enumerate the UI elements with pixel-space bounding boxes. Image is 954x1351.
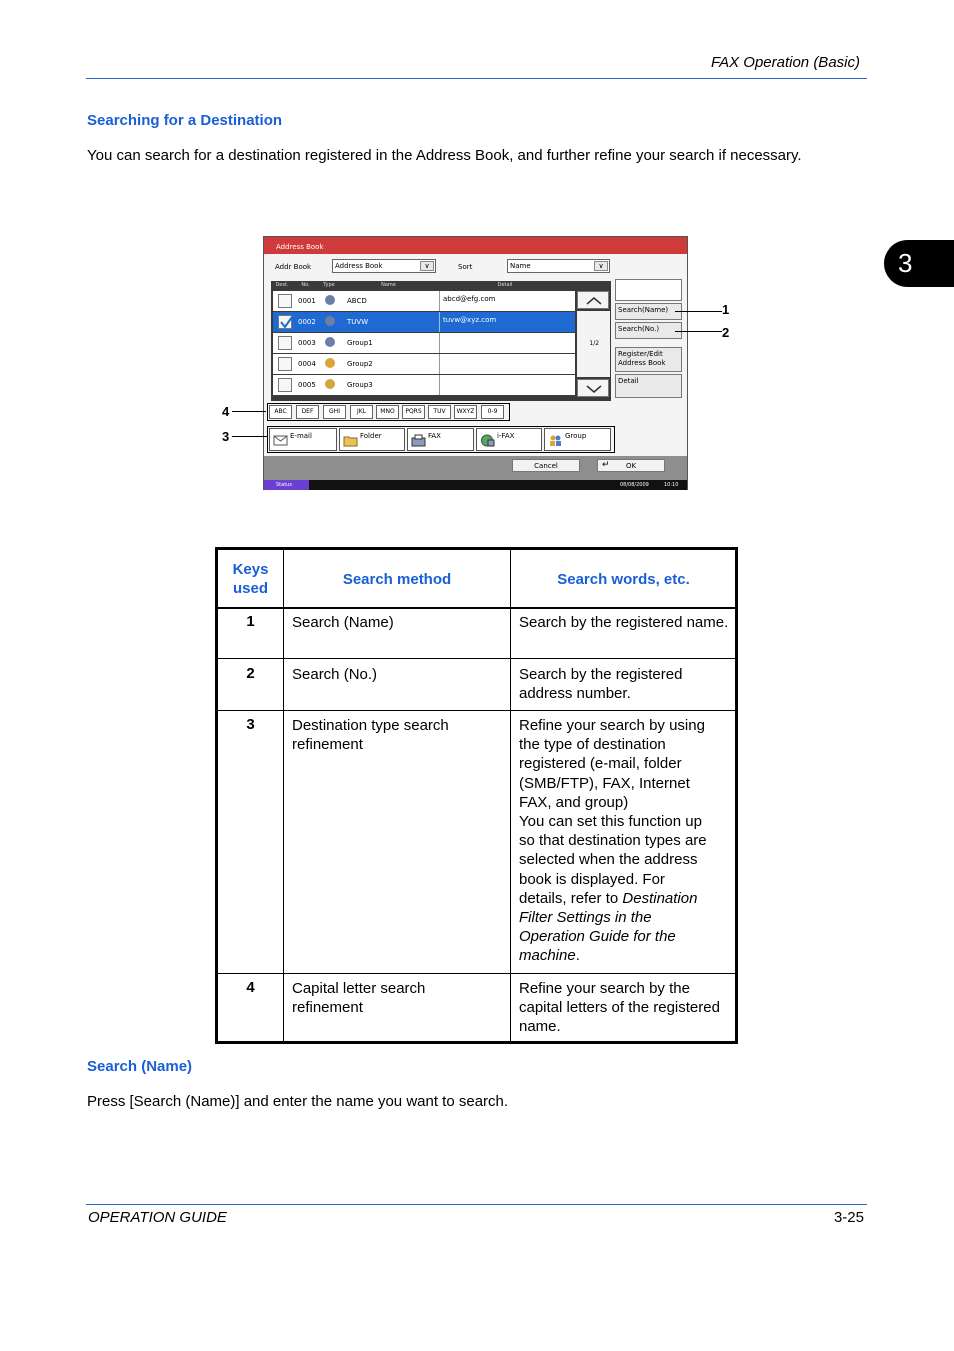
row-method: Destination type search refinement — [292, 717, 449, 754]
address-row[interactable] — [273, 291, 575, 311]
chevron-down-icon: ∨ — [420, 261, 434, 271]
entry-name: TUVW — [347, 318, 369, 326]
type-key-folder[interactable] — [339, 428, 405, 451]
address-row[interactable] — [273, 354, 575, 374]
words-line: so that destination types are — [519, 832, 707, 850]
row-words — [519, 716, 734, 966]
entry-number: 0001 — [298, 297, 316, 305]
folder-icon — [343, 434, 358, 447]
type-key-label: Folder — [360, 432, 382, 440]
row-key: 1 — [246, 613, 255, 630]
callout-line-2 — [675, 331, 722, 332]
register-line1: Register/Edit — [618, 350, 663, 358]
words-line: registered (e-mail, folder — [519, 755, 682, 773]
entry-name: Group1 — [347, 339, 373, 347]
type-key-label: E-mail — [290, 432, 312, 440]
email-type-icon — [325, 316, 335, 326]
fax-icon — [411, 434, 426, 447]
col-header-type: Type — [323, 282, 335, 288]
col-divider — [283, 550, 284, 1041]
letter-key-tuv[interactable]: TUV — [428, 405, 451, 419]
words-line: selected when the address — [519, 851, 698, 869]
section-intro: You can search for a destination registered in the Address Book, and further refine your search if necessary. — [87, 147, 802, 164]
address-row[interactable] — [273, 333, 575, 353]
words-line: the type of destination — [519, 736, 666, 754]
type-key-ifax[interactable] — [476, 428, 542, 451]
enter-icon: ↵ — [602, 460, 610, 470]
letter-key-jkl[interactable]: JKL — [350, 405, 373, 419]
letter-key-ghi[interactable]: GHI — [323, 405, 346, 419]
sort-value: Name — [510, 262, 531, 270]
status-bar — [264, 480, 687, 490]
search-no-button[interactable]: Search(No.) — [615, 322, 682, 339]
email-type-icon — [325, 337, 335, 347]
addr-book-value: Address Book — [335, 262, 383, 270]
ok-button[interactable] — [597, 459, 665, 472]
words-line: You can set this function up — [519, 813, 702, 831]
row-key: 3 — [246, 716, 255, 733]
words-line — [519, 889, 734, 908]
col-header-detail: Detail — [497, 282, 513, 288]
words-line — [519, 927, 734, 946]
subsection-title: Search (Name) — [87, 1058, 193, 1075]
scroll-down-button[interactable] — [577, 379, 609, 397]
page-number: 3-25 — [833, 1209, 864, 1226]
ref-title: Filter Settings in the — [519, 909, 652, 927]
row-method: Search (No.) — [292, 666, 378, 683]
group-icon — [548, 434, 563, 447]
letter-key-def[interactable]: DEF — [296, 405, 319, 419]
words-line: (SMB/FTP), FAX, Internet — [519, 774, 690, 792]
row-divider — [218, 710, 735, 711]
search-name-button[interactable]: Search(Name) — [615, 303, 682, 320]
type-key-label: i-FAX — [497, 432, 515, 440]
row-words: Refine your search by the capital letters of the registered name. — [519, 980, 720, 1036]
callout-3: 3 — [222, 429, 230, 444]
search-field[interactable] — [615, 279, 682, 301]
entry-name: Group3 — [347, 381, 373, 389]
row-divider — [218, 658, 735, 659]
footer-left: OPERATION GUIDE — [88, 1209, 227, 1226]
ref-title: Operation Guide for the — [519, 928, 676, 946]
running-title: FAX Operation (Basic) — [711, 54, 860, 71]
words-line — [519, 908, 734, 927]
entry-detail: abcd@efg.com — [439, 291, 495, 311]
chevron-down-icon: ∨ — [594, 261, 608, 271]
letter-key-0-9[interactable]: 0-9 — [481, 405, 504, 419]
callout-line-3 — [232, 436, 268, 437]
row-key: 2 — [246, 665, 255, 682]
checkbox[interactable] — [278, 378, 292, 392]
type-key-label: Group — [565, 432, 587, 440]
register-edit-button[interactable] — [615, 347, 682, 372]
words-line: Refine your search by using — [519, 717, 705, 734]
address-book-screen — [263, 236, 688, 490]
subsection-text: Press [Search (Name)] and enter the name you want to search. — [87, 1093, 509, 1110]
status-time: 10:10 — [664, 482, 679, 488]
search-methods-table — [215, 547, 738, 1044]
callout-2: 2 — [722, 325, 730, 340]
detail-button[interactable]: Detail — [615, 374, 682, 398]
col-header-dest: Dest. — [275, 282, 289, 288]
row-method: Capital letter search refinement — [292, 980, 426, 1017]
scroll-up-button[interactable] — [577, 291, 609, 309]
section-title: Searching for a Destination — [87, 112, 283, 129]
addr-book-label: Addr Book — [275, 263, 312, 271]
page-indicator: 1/2 — [577, 311, 610, 377]
register-line2: Address Book — [618, 359, 666, 367]
envelope-icon — [273, 434, 288, 447]
entry-detail: tuvw@xyz.com — [439, 312, 496, 332]
ref-suffix: . — [575, 947, 580, 965]
check-icon — [279, 316, 293, 330]
entry-name: Group2 — [347, 360, 373, 368]
checkbox[interactable] — [278, 357, 292, 371]
entry-detail — [439, 333, 443, 353]
cancel-button[interactable]: Cancel — [512, 459, 580, 472]
entry-number: 0004 — [298, 360, 316, 368]
callout-line-4 — [232, 411, 266, 412]
words-line — [519, 946, 734, 965]
entry-number: 0002 — [298, 318, 316, 326]
header-search-method: Search method — [342, 570, 452, 588]
row-key: 4 — [246, 979, 255, 996]
row-divider — [218, 973, 735, 974]
callout-4: 4 — [222, 404, 230, 419]
group-type-icon — [325, 358, 335, 368]
col-divider — [510, 550, 511, 1041]
entry-number: 0003 — [298, 339, 316, 347]
col-header-name: Name — [381, 282, 396, 288]
type-key-group[interactable] — [544, 428, 611, 451]
address-row[interactable] — [273, 312, 575, 332]
words-line: book is displayed. For — [519, 870, 665, 888]
row-method: Search (Name) — [292, 614, 394, 631]
address-row[interactable] — [273, 375, 575, 395]
chapter-tab: 3 — [884, 240, 954, 287]
words-line: FAX, and group) — [519, 793, 629, 811]
header-search-words: Search words, etc. — [557, 570, 690, 588]
checkbox[interactable] — [278, 336, 292, 350]
address-table — [271, 281, 611, 401]
sort-select[interactable] — [507, 259, 610, 273]
letter-key-pqrs[interactable]: PQRS — [402, 405, 425, 419]
letter-key-mno[interactable]: MNO — [376, 405, 399, 419]
status-button[interactable]: Status — [264, 480, 309, 490]
type-key-label: FAX — [428, 432, 441, 440]
entry-detail — [439, 354, 443, 374]
row-words: Search by the registered address number. — [519, 666, 683, 703]
header-rule — [86, 78, 867, 79]
chevron-up-icon — [580, 294, 608, 308]
ref-prefix: details, refer to — [519, 889, 623, 907]
screen-title: Address Book — [264, 237, 687, 254]
letter-key-abc[interactable]: ABC — [269, 405, 292, 419]
chevron-down-icon — [580, 382, 608, 396]
row-words: Search by the registered name. — [519, 614, 729, 631]
globe-icon — [480, 434, 495, 447]
entry-number: 0005 — [298, 381, 316, 389]
header-keys-used: Keys used — [232, 561, 269, 597]
footer-rule — [86, 1204, 867, 1205]
type-key-fax[interactable] — [407, 428, 474, 451]
callout-line-1 — [675, 311, 722, 312]
ref-title: Destination — [622, 889, 698, 907]
type-key-email[interactable] — [269, 428, 337, 451]
email-type-icon — [325, 295, 335, 305]
col-header-no: No. — [301, 282, 310, 288]
status-date: 08/08/2009 — [620, 482, 649, 488]
letter-key-wxyz[interactable]: WXYZ — [454, 405, 477, 419]
addr-book-select[interactable] — [332, 259, 436, 273]
checkbox[interactable] — [278, 294, 292, 308]
ok-label: OK — [625, 462, 637, 470]
entry-detail — [439, 375, 443, 395]
group-type-icon — [325, 379, 335, 389]
entry-name: ABCD — [347, 297, 367, 305]
checkbox-checked[interactable] — [278, 315, 292, 329]
callout-1: 1 — [722, 302, 730, 317]
ref-title: machine — [519, 947, 576, 965]
sort-label: Sort — [458, 263, 473, 271]
